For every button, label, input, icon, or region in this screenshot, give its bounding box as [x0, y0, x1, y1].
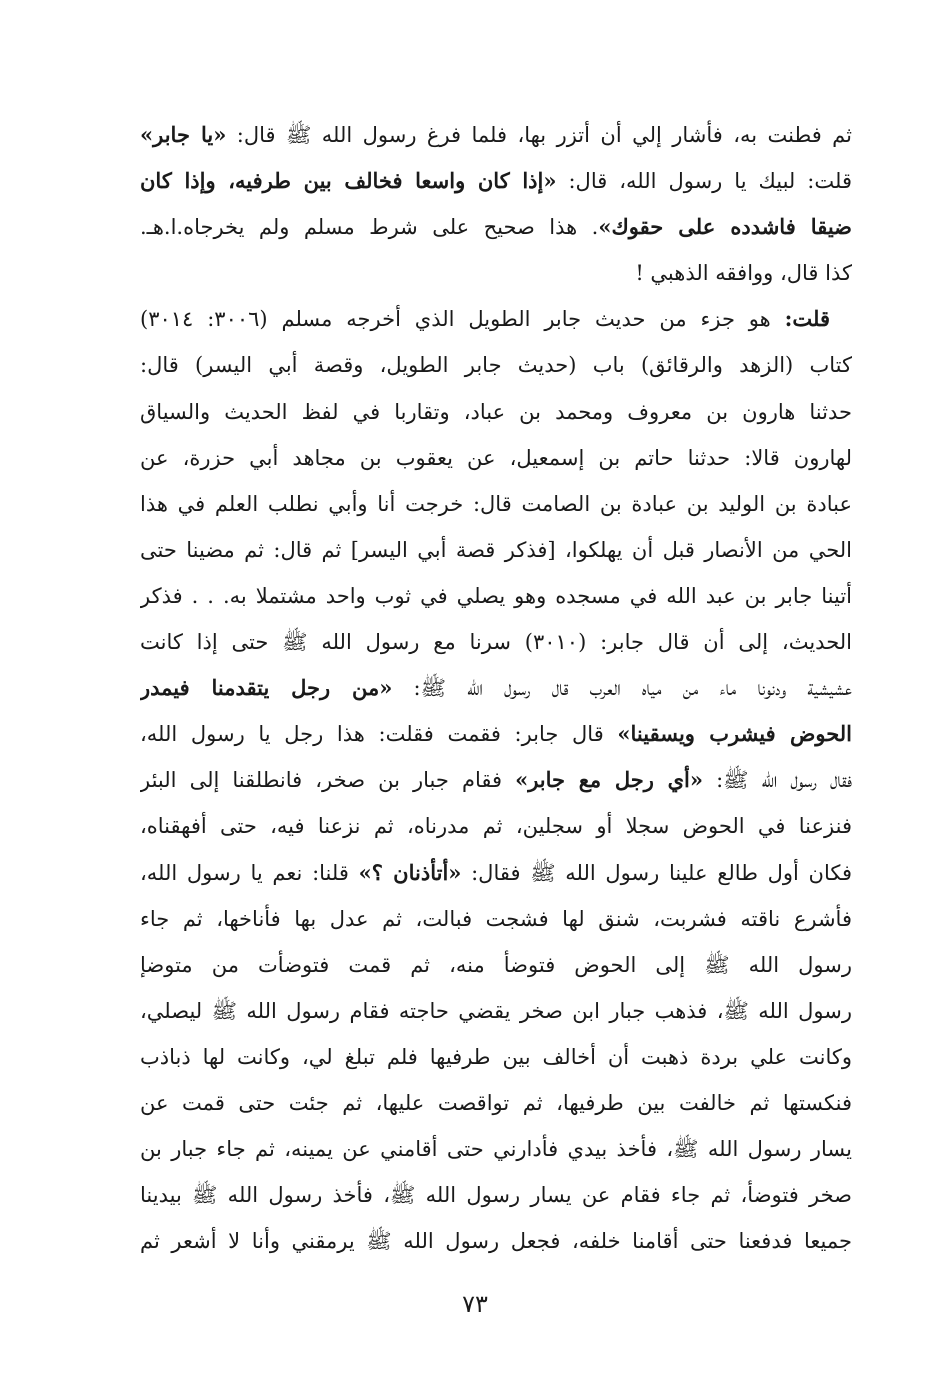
- text-line: [140, 942, 852, 988]
- text-segment: فكان أول طالع علينا رسول الله ﷺ فقال:: [461, 860, 852, 885]
- text-segment: عشيشية ودنونا ماء من مياه العرب قال رسول الله ﷺ:: [392, 676, 852, 701]
- bold-text-segment: «أي رجل مع جابر»: [515, 767, 704, 793]
- text-line: [140, 342, 852, 388]
- text-segment: قلنا: نعم يا رسول الله،: [140, 860, 359, 885]
- text-line: [140, 296, 852, 342]
- text-line: [140, 481, 852, 527]
- text-line: [140, 573, 852, 619]
- bold-text-segment: «يا جابر»: [140, 122, 227, 147]
- text-segment: رسول الله ﷺ إلى الحوض فتوضأ منه، ثم قمت فتوضأت من متوضإ: [140, 952, 852, 977]
- text-line: [140, 1080, 852, 1126]
- text-segment: فنكستها ثم خالفت بين طرفيها، ثم تواقصت عليها، ثم جئت حتى قمت عن: [140, 1090, 852, 1115]
- text-segment: الحديث، إلى أن قال جابر: (٣٠١٠) سرنا مع رسول الله ﷺ حتى إذا كانت: [140, 630, 852, 655]
- text-line: [140, 619, 852, 665]
- text-line: [140, 1126, 852, 1172]
- bold-text-segment: الحوض فيشرب ويسقينا»: [617, 721, 852, 747]
- bold-text-segment: قلت:: [784, 306, 830, 332]
- text-segment: الحي من الأنصار قبل أن يهلكوا، [فذكر قصة أبي اليسر] ثم قال: ثم مضينا حتى: [140, 537, 852, 562]
- text-segment: جميعا فدفعنا حتى أقامنا خلفه، فجعل رسول الله ﷺ يرمقني وأنا لا أشعر ثم: [140, 1229, 852, 1254]
- text-line: [140, 665, 852, 711]
- text-line: [140, 158, 852, 204]
- text-segment: حدثنا هارون بن معروف ومحمد بن عباد، وتقاربا في لفظ الحديث والسياق: [140, 399, 852, 424]
- text-segment: كتاب (الزهد والرقائق) باب (حديث جابر الطويل، وقصة أبي اليسر) قال:: [140, 353, 852, 378]
- text-line: [140, 1034, 852, 1080]
- text-segment: لهارون قالا: حدثنا حاتم بن إسمعيل، عن يعقوب بن مجاهد أبي حزرة، عن: [140, 445, 852, 470]
- text-line: [140, 389, 852, 435]
- page-number: ٧٣: [462, 1290, 488, 1318]
- text-line: [140, 1172, 852, 1218]
- text-segment: قلت: لبيك يا رسول الله، قال:: [556, 169, 852, 194]
- bold-text-segment: «أتأذنان ؟»: [358, 859, 462, 885]
- text-segment: رسول الله ﷺ، فذهب جبار ابن صخر يقضي حاجته فقام رسول الله ﷺ ليصلي،: [140, 998, 852, 1023]
- text-line: [140, 711, 852, 757]
- text-segment: أتينا جابر بن عبد الله في مسجده وهو يصلي في ثوب واحد مشتملا به. . . فذكر: [140, 583, 852, 608]
- text-segment: فنزعنا في الحوض سجلا أو سجلين، ثم مدرناه، ثم نزعنا فيه، حتى أفهقناه،: [140, 814, 852, 839]
- text-segment: وكانت علي بردة ذهبت أن أخالف بين طرفيها فلم تبلغ لي، وكانت لها ذباذب: [140, 1044, 852, 1069]
- text-line: [140, 435, 852, 481]
- text-line: [140, 803, 852, 849]
- text-segment: ثم فطنت به، فأشار إلي أن أتزر بها، فلما فرغ رسول الله ﷺ قال:: [226, 123, 852, 147]
- text-line: [140, 250, 852, 296]
- text-line: [140, 988, 852, 1034]
- text-segment: قال جابر: فقمت فقلت: هذا رجل يا رسول الله،: [140, 722, 618, 747]
- text-line: [140, 757, 852, 803]
- text-line: [140, 850, 852, 896]
- text-line: [140, 527, 852, 573]
- text-line: [140, 112, 852, 158]
- bold-text-segment: «إذا كان واسعا فخالف بين طرفيه، وإذا كان: [140, 168, 557, 194]
- text-segment: هو جزء من حديث جابر الطويل الذي أخرجه مسلم (٣٠٠٦: ٣٠١٤): [140, 307, 785, 332]
- text-segment: كذا قال، ووافقه الذهبي !: [635, 261, 852, 286]
- text-line: [140, 1218, 852, 1264]
- text-segment: فقال رسول الله ﷺ:: [703, 768, 852, 793]
- text-segment: عبادة بن الوليد بن عبادة بن الصامت قال: خرجت أنا وأبي نطلب العلم في هذا: [140, 491, 852, 516]
- text-segment: يسار رسول الله ﷺ، فأخذ بيدي فأدارني حتى أقامني عن يمينه، ثم جاء جبار بن: [140, 1137, 852, 1162]
- bold-text-segment: «من رجل يتقدمنا فيمدر: [140, 675, 393, 701]
- text-segment: صخر فتوضأ، ثم جاء فقام عن يسار رسول الله ﷺ، فأخذ رسول الله ﷺ بيدينا: [140, 1183, 852, 1208]
- text-segment: فقام جبار بن صخر، فانطلقنا إلى البئر: [140, 768, 516, 793]
- text-segment: فأشرع ناقته فشربت، شنق لها فشجت فبالت، ثم عدل بها فأناخها، ثم جاء: [140, 906, 852, 931]
- text-segment: . هذا صحيح على شرط مسلم ولم يخرجاه.ا.هـ.: [140, 215, 599, 240]
- text-line: [140, 896, 852, 942]
- text-line: [140, 204, 852, 250]
- page-body: [140, 112, 852, 1264]
- bold-text-segment: ضيقا فاشدده على حقوك»: [598, 214, 852, 240]
